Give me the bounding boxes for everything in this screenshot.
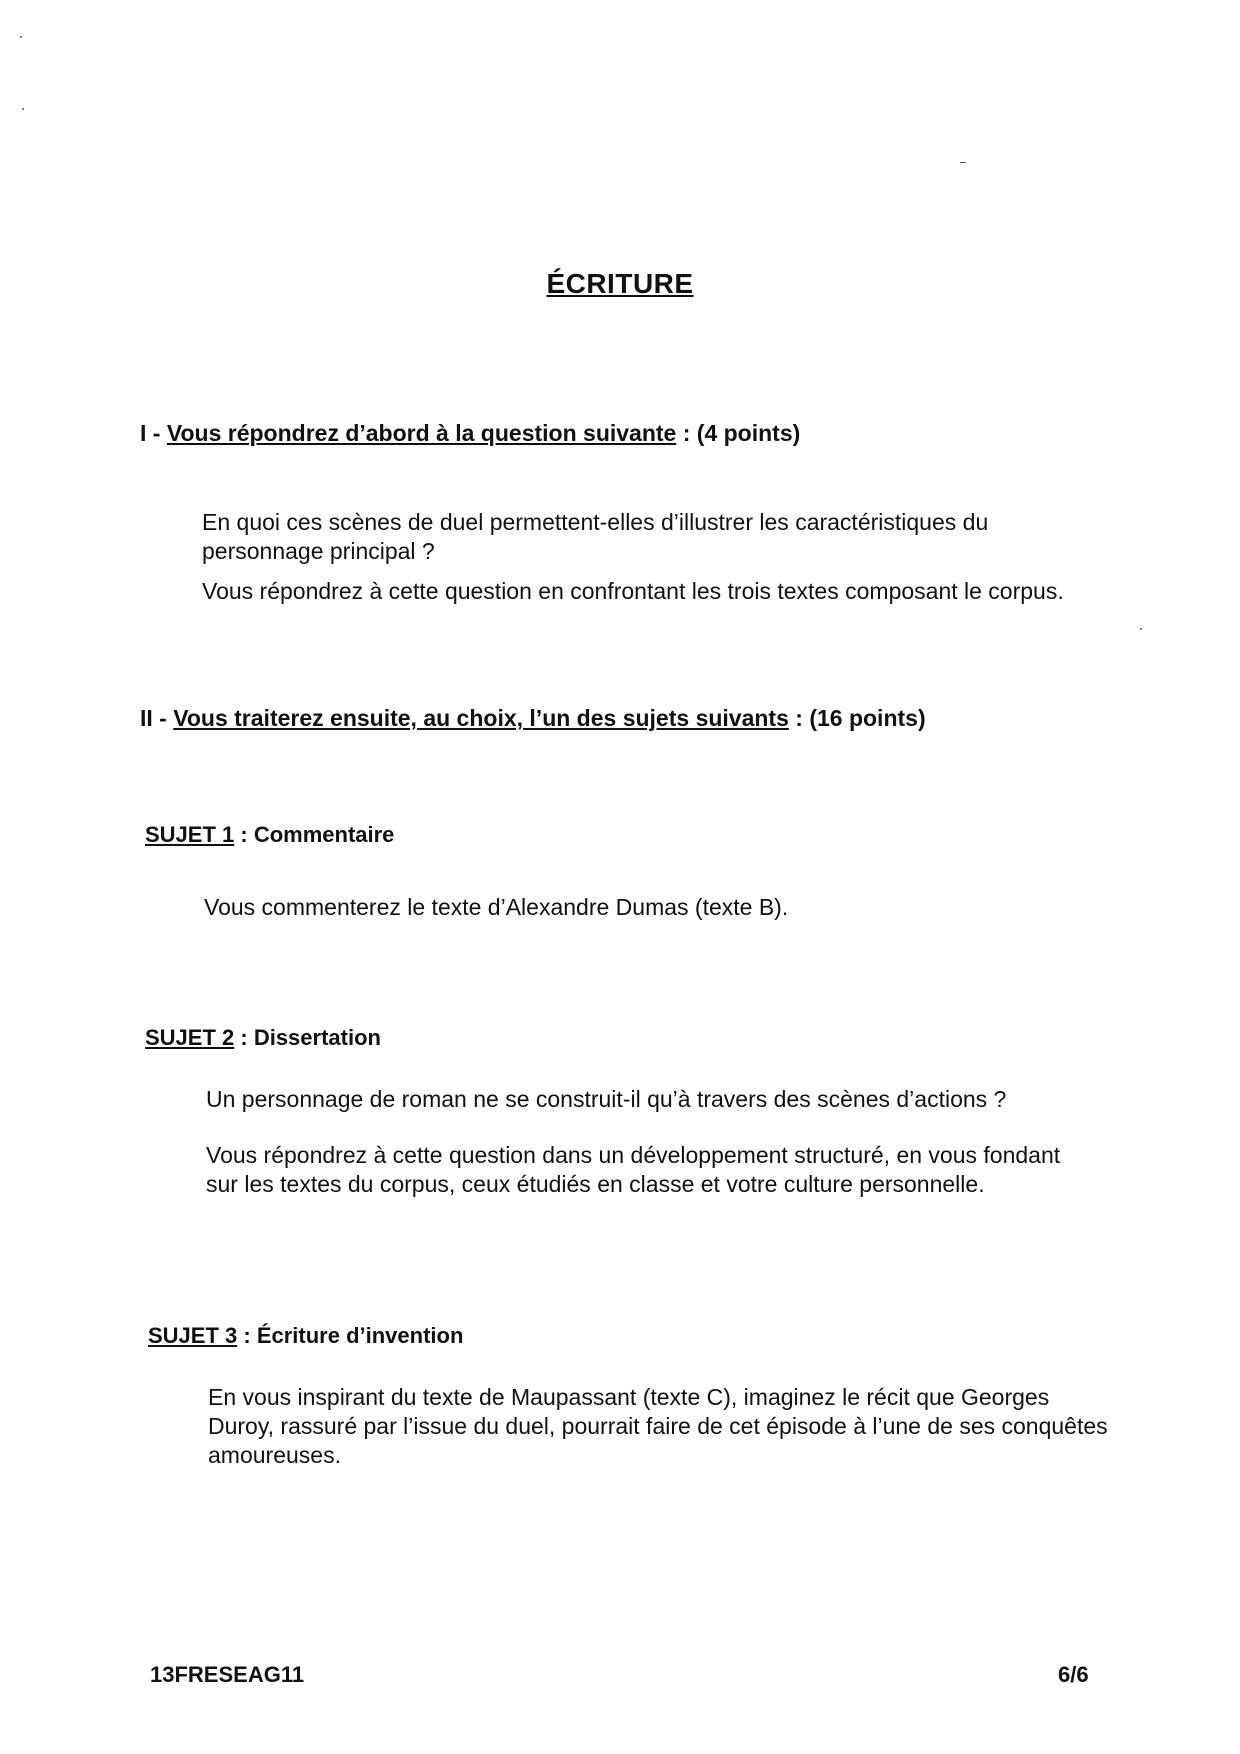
part2-points: : (16 points) bbox=[788, 705, 926, 731]
part1-question: En quoi ces scènes de duel permettent-elles d’illustrer les caractéristiques du personnage principal ? bbox=[202, 509, 989, 564]
sujet1-text: Vous commenterez le texte d’Alexandre Dumas (texte B). bbox=[204, 894, 789, 920]
sujet1-label: SUJET 1 bbox=[145, 822, 235, 847]
page-title: ÉCRITURE bbox=[546, 268, 694, 299]
sujet2-question: Un personnage de roman ne se construit-il qu’à travers des scènes d’actions ? bbox=[206, 1086, 1007, 1112]
sujet2-label: SUJET 2 bbox=[145, 1025, 235, 1050]
part2-prefix: II - bbox=[140, 705, 174, 731]
scan-speck bbox=[22, 108, 24, 110]
part2-heading bbox=[140, 705, 926, 732]
part1-heading-text: Vous répondrez d’abord à la question suivante bbox=[166, 420, 677, 446]
sujet3-label: SUJET 3 bbox=[148, 1323, 238, 1348]
sujet3-heading bbox=[148, 1323, 463, 1349]
scan-speck bbox=[960, 162, 966, 163]
footer-code: 13FRESEAG11 bbox=[150, 1662, 305, 1687]
part1-heading bbox=[140, 420, 800, 447]
sujet2-instruction: Vous répondrez à cette question dans un développement structuré, en vous fondant sur les textes du corpus, ceux étudiés en classe et votre culture personnelle. bbox=[206, 1142, 1061, 1197]
part1-points: : (4 points) bbox=[676, 420, 801, 446]
part1-prefix: I - bbox=[140, 420, 167, 446]
sujet3-title: : Écriture d’invention bbox=[237, 1323, 464, 1348]
sujet1-title: : Commentaire bbox=[234, 822, 395, 847]
sujet2-heading bbox=[145, 1025, 381, 1051]
part1-instruction: Vous répondrez à cette question en confrontant les trois textes composant le corpus. bbox=[202, 578, 1064, 604]
sujet2-title: : Dissertation bbox=[234, 1025, 381, 1050]
scan-speck bbox=[1140, 628, 1142, 630]
sujet3-text: En vous inspirant du texte de Maupassant (texte C), imaginez le récit que Georges Duroy, rassuré par l’issue du duel, pourrait faire de cet épisode à l’une de ses conquêtes amoureuses. bbox=[208, 1384, 1108, 1468]
sujet1-heading bbox=[145, 822, 394, 848]
footer-page-number: 6/6 bbox=[1058, 1662, 1089, 1687]
scan-speck bbox=[20, 36, 22, 38]
part2-heading-text: Vous traiterez ensuite, au choix, l’un des sujets suivants bbox=[173, 705, 789, 731]
